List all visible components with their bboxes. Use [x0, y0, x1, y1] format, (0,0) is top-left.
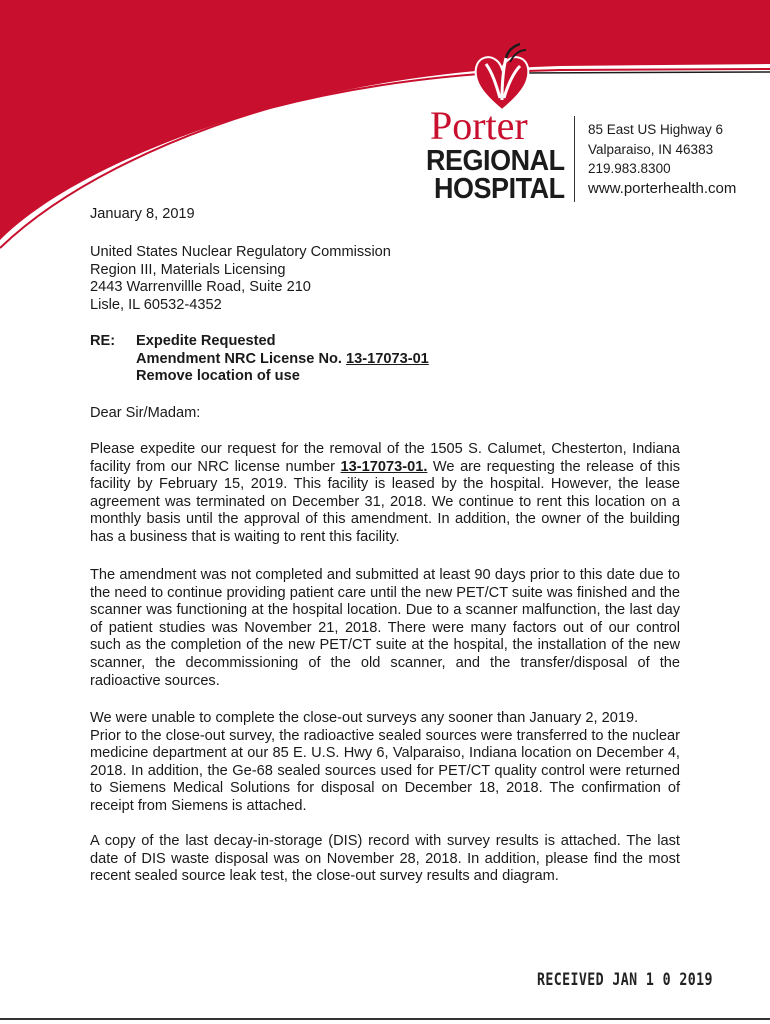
- paragraph-1-license: 13-17073-01.: [340, 458, 428, 475]
- recipient-line: Region III, Materials Licensing: [90, 261, 286, 278]
- bottom-rule: [0, 1018, 770, 1020]
- logo-regional: REGIONAL: [426, 145, 565, 177]
- subject-lines: [136, 333, 429, 386]
- paragraph-2: The amendment was not completed and submitted at least 90 days prior to this date due to the need to continue providing patient care until the new PET/CT suite was finished and the scanner was functioning at the hospital location. Due to a scanner malfunction, the last day of patient studies was November 21, 2018. There were many factors out of our control such as the completion of the new PET/CT suite at the hospital, the installation of the new scanner, the decommissioning of the old scanner, and the transfer/disposal of the radioactive sources.: [90, 567, 680, 689]
- contact-website: www.porterhealth.com: [588, 179, 737, 197]
- recipient-line: 2443 Warrenvillle Road, Suite 210: [90, 279, 311, 296]
- contact-address-line1: 85 East US Highway 6: [588, 122, 724, 137]
- paragraph-4: A copy of the last decay-in-storage (DIS) record with survey results is attached. The last date of DIS waste disposal was on November 28, 2018. In addition, please find the most recent sealed source leak test, the close-out survey results and diagram.: [90, 833, 680, 885]
- salutation: Dear Sir/Madam:: [90, 405, 201, 421]
- contact-phone: 219.983.8300: [588, 161, 671, 176]
- paragraph-1: [90, 441, 680, 547]
- recipient-line: United States Nuclear Regulatory Commission: [90, 244, 391, 260]
- paragraph-3-rest: Prior to the close-out survey, the radioactive sealed sources were transferred to the nuclear medicine department at our 85 E. U.S. Hwy 6, Valparaiso, Indiana location on December 4, 2018. In addition, the Ge-68 sealed sources used for PET/CT quality control were returned to Siemens Medical Solutions for disposal on December 18, 2018. The confirmation of receipt from Siemens is attached.: [90, 727, 680, 814]
- recipient-address: [90, 244, 680, 314]
- letterhead-contact: [588, 120, 736, 198]
- logo-porter: Porter: [430, 103, 528, 148]
- paragraph-1-text-b: We are requesting the release of this facility by February 15, 2019. This facility is leased by the hospital. However, the lease agreement was terminated on December 31, 2018. We continue to rent this location on a monthly basis until the approval of this amendment. In addition, the owner of the building has a business that is waiting to rent this facility.: [90, 458, 680, 545]
- logo-hospital: HOSPITAL: [434, 173, 565, 205]
- received-stamp: RECEIVED JAN 1 0 2019: [537, 970, 713, 990]
- subject-line-1: Expedite Requested: [136, 333, 276, 349]
- paragraph-3-first-line: We were unable to complete the close-out surveys any sooner than January 2, 2019.: [90, 710, 639, 726]
- subject-license-number: 13-17073-01: [346, 350, 429, 367]
- recipient-line: Lisle, IL 60532-4352: [90, 296, 222, 313]
- subject-line-2-prefix: Amendment NRC License No.: [136, 350, 347, 367]
- tulip-heart-icon: [470, 40, 534, 112]
- header-rule-line: [520, 72, 770, 73]
- logo-divider: [574, 116, 575, 202]
- subject-line-3: Remove location of use: [136, 368, 300, 385]
- paragraph-1-text-a: Please expedite our request for the removal of the 1505 S. Calumet, Chesterton, Indiana facility from our NRC license number: [90, 441, 680, 475]
- subject-line-2: [136, 351, 429, 369]
- letter-date: January 8, 2019: [90, 206, 195, 222]
- contact-address-line2: Valparaiso, IN 46383: [588, 141, 714, 157]
- subject-label: RE:: [90, 333, 116, 349]
- paragraph-3: [90, 710, 680, 816]
